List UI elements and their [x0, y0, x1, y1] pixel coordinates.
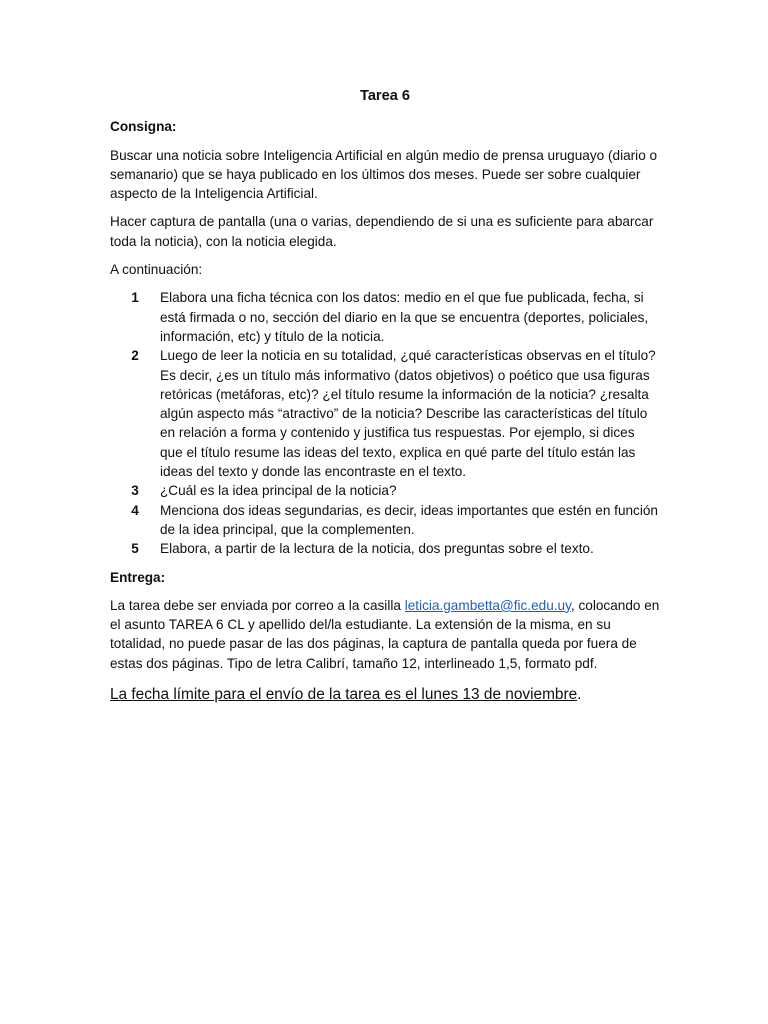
deadline-paragraph: [110, 685, 660, 704]
email-link[interactable]: leticia.gambetta@fic.edu.uy: [404, 597, 571, 613]
task-text: Elabora, a partir de la lectura de la noticia, dos preguntas sobre el texto.: [160, 541, 594, 557]
task-item: [110, 501, 660, 540]
task-item: [110, 288, 660, 346]
task-number: 4: [131, 502, 139, 518]
continuation-text: A continuación:: [110, 262, 203, 278]
entrega-paragraph: [110, 596, 660, 673]
task-text: ¿Cuál es la idea principal de la noticia?: [160, 483, 397, 499]
task-item: [110, 539, 660, 558]
entrega-heading: Entrega:: [110, 569, 166, 585]
task-text: Elabora una ficha técnica con los datos: medio en el que fue publicada, fecha, si está firmada o no, sección del diario en la que se encuentra (deportes, policiales, información, etc) y título de la noticia.: [160, 290, 649, 344]
task-text: Luego de leer la noticia en su totalidad, ¿qué características observas en el título? Es decir, ¿es un título más informativo (datos objetivos) o poético que usa figuras retóricas (metáforas, etc)? ¿el título resume la información de la noticia? ¿resalta algún aspecto más “atractivo” de la noticia? Describe las características del título en relación a forma y contenido y justifica tus respuestas. Por ejemplo, si dices que el título resume las ideas del texto, explica en qué parte del título están las ideas del texto y donde las encontraste en el texto.: [160, 348, 656, 480]
task-item: [110, 346, 660, 481]
instruction-paragraph-2: Hacer captura de pantalla (una o varias, dependiendo de si una es suficiente para abarcar toda la noticia), con la noticia elegida.: [110, 214, 654, 249]
task-number: 3: [131, 483, 139, 499]
deadline-text: La fecha límite para el envío de la tarea es el lunes 13 de noviembre: [110, 686, 578, 704]
task-list: [110, 288, 660, 558]
task-number: 2: [131, 348, 139, 364]
entrega-text-before: La tarea debe ser enviada por correo a la casilla: [110, 597, 405, 613]
entrega-text-after: , colocando en el asunto TAREA 6 CL y apellido del/la estudiante. La extensión de la misma, en su totalidad, no puede pasar de las dos páginas, la captura de pantalla queda por fuera de estas dos páginas. Tipo de letra Calibrí, tamaño 12, interlineado 1,5, formato pdf.: [110, 597, 660, 671]
task-text: Menciona dos ideas segundarias, es decir, ideas importantes que estén en función de la idea principal, que la complementen.: [160, 502, 658, 537]
consigna-heading: Consigna:: [110, 119, 177, 135]
document-title: Tarea 6: [359, 88, 411, 104]
task-number: 1: [131, 290, 139, 306]
instruction-paragraph-1: Buscar una noticia sobre Inteligencia Artificial en algún medio de prensa uruguayo (diario o semanario) que se haya publicado en los últimos dos meses. Puede ser sobre cualquier aspecto de la Inteligencia Artificial.: [110, 147, 658, 202]
task-item: [110, 481, 660, 500]
deadline-period: .: [577, 686, 582, 704]
task-number: 5: [131, 541, 139, 557]
